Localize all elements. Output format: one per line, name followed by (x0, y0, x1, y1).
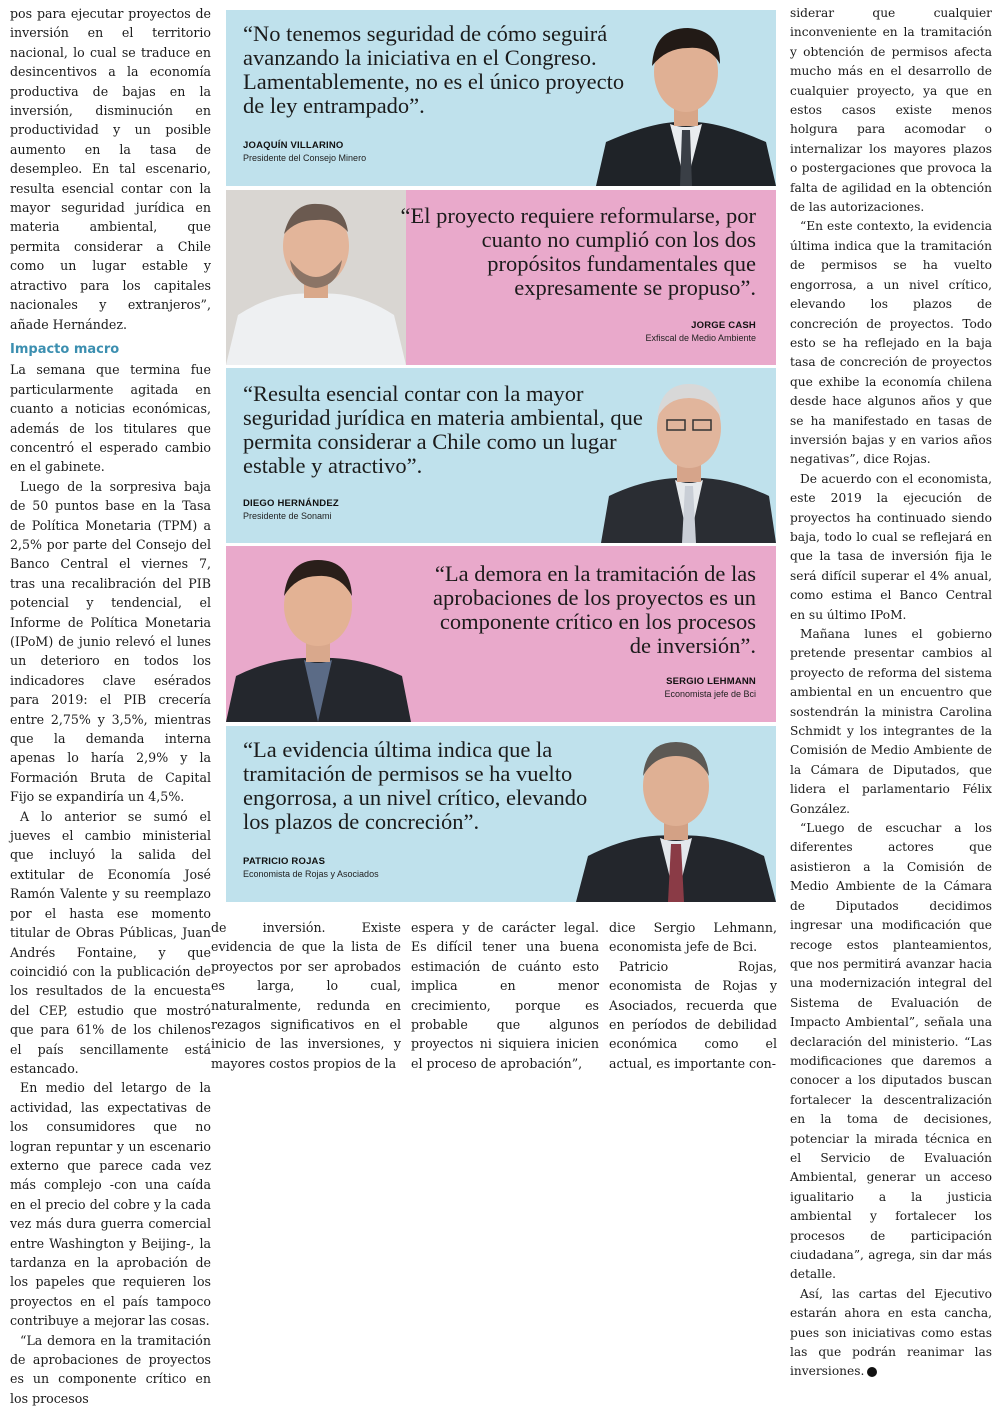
quote-author-name: JORGE CASH (691, 320, 756, 331)
quote-author-role: Economista de Rojas y Asociados (243, 869, 379, 879)
bottom-column-1 (211, 918, 401, 1071)
article-paragraph: A lo anterior se sumó el jueves el cambio ministerial que incluyó la salida del extitular de Economía José Ramón Valente y su reemplazo por el hasta ese momento titular de Obras Públicas, Juan Andrés Fontaine, y que coincidió con la publicación de los resultados de la encuesta del CEP, estudio que mostró que para 61% de los chilenos el país sencillamente está estancado. (10, 808, 211, 1076)
section-heading: Impacto macro (10, 341, 120, 357)
article-paragraph: Patricio Rojas, economista de Rojas y Asociados, recuerda que en períodos de debilidad económica como el actual, es importante con- (609, 958, 777, 1071)
quote-text: “El proyecto requiere reformularse, por cuanto no cumplió con los dos propósitos fundamentales que expresamente se propuso”. (400, 203, 756, 300)
portrait-photo (576, 726, 776, 902)
quote-box-villarino (226, 10, 776, 186)
quote-box-hernandez (226, 368, 776, 543)
quote-author-name: JOAQUÍN VILLARINO (243, 140, 344, 151)
article-paragraph: “La demora en la tramitación de aprobaciones de proyectos es un componente crítico en los procesos (10, 1332, 211, 1406)
quote-text: “La demora en la tramitación de las aprobaciones de los proyectos es un componente crítico en los procesos de inversión”. (432, 561, 756, 658)
article-paragraph: “Luego de escuchar a los diferentes actores que asistieron a la Comisión de Medio Ambiente de la Cámara de Diputados decidimos ingresar una modificación que recoge estos planteamientos, que nos permitirá avanzar hacia una modernización integral del Sistema de Evaluación de Impacto Ambiental”, señala una declaración del ministerio. “Las modificaciones que daremos a conocer a los diputados buscan fortalecer la descentralización en la toma de decisiones, potenciar la mirada técnica en el Servicio de Evaluación Ambiental, generar un acceso igualitario a la justicia ambiental y fortalecer los procesos de participación ciudadana”, agrega, sin dar más detalle. (790, 821, 992, 1282)
portrait-photo (601, 368, 776, 543)
article-paragraph: siderar que cualquier inconveniente en la tramitación y obtención de permisos afecta mucho más en el desarrollo de cualquier proyecto, ya que en estos casos existe menos holgura para acomodar o internalizar los mayores plazos o postergaciones que provoca la falta de agilidad en la obtención de las autorizaciones. (790, 6, 992, 215)
quote-text: “Resulta esencial contar con la mayor seguridad jurídica en materia ambiental, que permita considerar a Chile como un lugar estable y atractivo”. (243, 381, 643, 478)
quote-author-name: PATRICIO ROJAS (243, 856, 326, 867)
quote-author-name: SERGIO LEHMANN (666, 676, 756, 687)
article-paragraph (790, 1285, 992, 1382)
article-paragraph-text: Así, las cartas del Ejecutivo estarán ahora en esta cancha, pues son iniciativas como estas las que podrán reanimar las inversiones. (790, 1286, 992, 1379)
bottom-column-2 (411, 918, 599, 1071)
quote-author-role: Presidente del Consejo Minero (243, 153, 367, 163)
portrait-photo (226, 546, 411, 722)
end-of-article-icon (867, 1367, 877, 1377)
quote-box-cash (226, 190, 776, 365)
quote-box-rojas (226, 726, 776, 902)
article-paragraph: La semana que termina fue particularmente agitada en cuanto a noticias económicas, además de los titulares que concentró el esperado cambio en el gabinete. (10, 362, 211, 475)
portrait-photo (596, 10, 776, 186)
portrait-photo (226, 190, 406, 365)
quote-author-role: Exfiscal de Medio Ambiente (645, 333, 756, 343)
article-paragraph: dice Sergio Lehmann, economista jefe de Bci. (609, 920, 777, 955)
article-paragraph: De acuerdo con el economista, este 2019 la ejecución de proyectos ha continuado siendo baja, todo lo cual se reflejará en que la tasa de inversión fija le será difícil superar el 4% anual, como estima el Banco Central en su último IPoM. (790, 471, 992, 622)
article-paragraph: En medio del letargo de la actividad, las expectativas de los consumidores que no logran repuntar y un escenario externo que parece cada vez más complejo -con una caída en el precio del cobre y la cada vez más dura guerra comercial entre Washington y Beijing-, la tardanza en la aprobación de los papeles que requieren los proyectos en el país tampoco contribuye a mejorar las cosas. (10, 1080, 211, 1329)
article-paragraph: “En este contexto, la evidencia última indica que la tramitación de permisos se ha vuelto engorrosa, a un nivel crítico, elevando los plazos de concreción de proyectos. Todo esto se ha reflejado en la baja tasa de concreción de proyectos que exhibe la economía chilena desde hace algunos años y que se ha manifestado en tasas de inversión bajas y en varios años negativas”, dice Rojas. (790, 219, 992, 467)
bottom-column-3 (609, 918, 777, 1071)
quote-box-lehmann (226, 546, 776, 722)
article-paragraph: Luego de la sorpresiva baja de 50 puntos base en la Tasa de Política Monetaria (TPM) a 2,5% por parte del Consejo del Banco Central el viernes 7, tras una recalibración del PIB potencial y tendencial, el Informe de Política Monetaria (IPoM) de junio relevó el lunes un deterioro en todos los indicadores clave esérados para 2019: el PIB crecería entre 2,75% y 3,5%, mientras que la demanda interna apenas lo haría 2,9% y la Formación Bruta de Capital Fijo se expandiría un 4,5%. (10, 478, 211, 805)
quote-text: “No tenemos seguridad de cómo seguirá avanzando la iniciativa en el Congreso. Lamentablemente, no es el único proyecto de ley entrampado”. (243, 21, 625, 118)
left-article-column (10, 4, 211, 1408)
quote-author-role: Presidente de Sonami (243, 511, 332, 521)
right-article-column (790, 4, 992, 1382)
quote-author-role: Economista jefe de Bci (664, 689, 756, 699)
quote-text: “La evidencia última indica que la tramitación de permisos se ha vuelto engorrosa, a un nivel crítico, elevando los plazos de concreción”. (243, 737, 588, 834)
article-paragraph: espera y de carácter legal. Es difícil tener una buena estimación de cuánto esto implica en menor crecimiento, porque es probable que algunos proyectos ni siquiera inicien el proceso de aprobación”, (411, 920, 599, 1071)
article-paragraph: Mañana lunes el gobierno pretende presentar cambios al proyecto de reforma del sistema ambiental en un encuentro que sostendrán la ministra Carolina Schmidt y los integrantes de la Comisión de Medio Ambiente de la Cámara de Diputados, que lidera el parlamentario Félix González. (790, 627, 992, 816)
article-paragraph: pos para ejecutar proyectos de inversión en el territorio nacional, lo cual se traduce en desincentivos a la economía productiva de bajas en la inversión, disminución en productividad y un posible aumento en la tasa de desempleo. En tal escenario, resulta esencial contar con la mayor seguridad jurídica en materia ambiental, que permita considerar a Chile como un lugar estable y atractivo para los capitales nacionales y extranjeros”, añade Hernández. (10, 6, 211, 332)
article-paragraph: de inversión. Existe evidencia de que la lista de proyectos por ser aprobados es larga, lo cual, naturalmente, redunda en rezagos significativos en el inicio de las inversiones, y mayores costos propios de la (211, 920, 401, 1071)
quote-author-name: DIEGO HERNÁNDEZ (243, 498, 339, 509)
